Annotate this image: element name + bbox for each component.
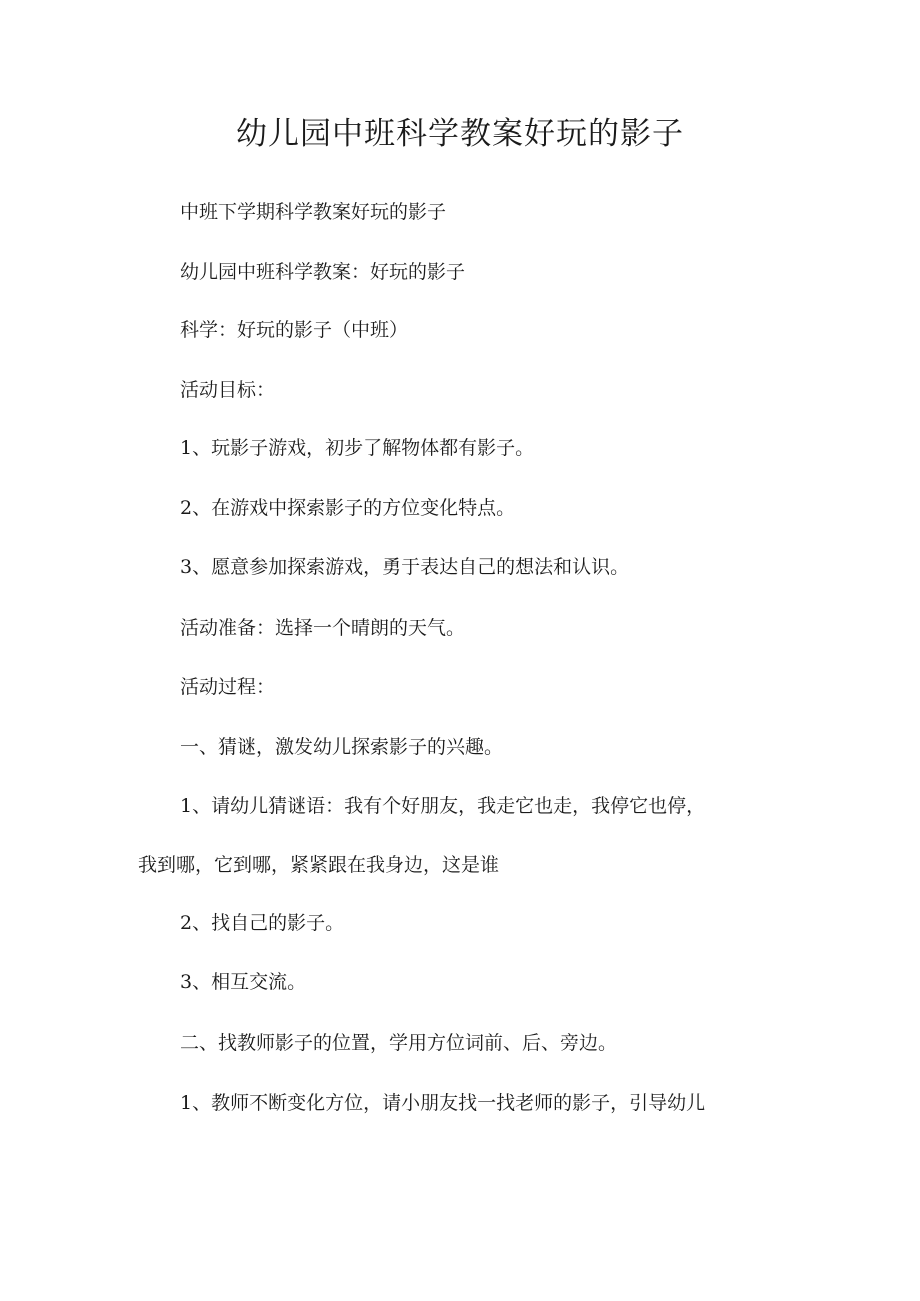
step-1-2: 2、找自己的影子。 [180,912,345,934]
section-two-heading: 二、找教师影子的位置，学用方位词前、后、旁边。 [180,1032,618,1054]
lesson-plan-heading: 幼儿园中班科学教案：好玩的影子 [180,261,466,283]
document-title: 幼儿园中班科学教案好玩的影子 [236,116,684,152]
objective-item-3: 3、愿意参加探索游戏，勇于表达自己的想法和认识。 [180,556,630,578]
step-1-1: 1、请幼儿猜谜语：我有个好朋友，我走它也走，我停它也停， [180,795,706,817]
step-2-1: 1、教师不断变化方位，请小朋友找一找老师的影子，引导幼儿 [180,1092,706,1114]
subtitle-line: 中班下学期科学教案好玩的影子 [180,201,447,223]
subject-line: 科学：好玩的影子（中班） [180,319,409,341]
section-one-heading: 一、猜谜，激发幼儿探索影子的兴趣。 [180,736,504,758]
objective-item-2: 2、在游戏中探索影子的方位变化特点。 [180,497,516,519]
process-heading: 活动过程： [180,676,276,698]
step-1-1-continued: 我到哪，它到哪，紧紧跟在我身边，这是谁 [138,854,500,876]
preparation-line: 活动准备：选择一个晴朗的天气。 [180,617,466,639]
objectives-heading: 活动目标： [180,379,276,401]
step-1-3: 3、相互交流。 [180,971,307,993]
objective-item-1: 1、玩影子游戏，初步了解物体都有影子。 [180,437,535,459]
